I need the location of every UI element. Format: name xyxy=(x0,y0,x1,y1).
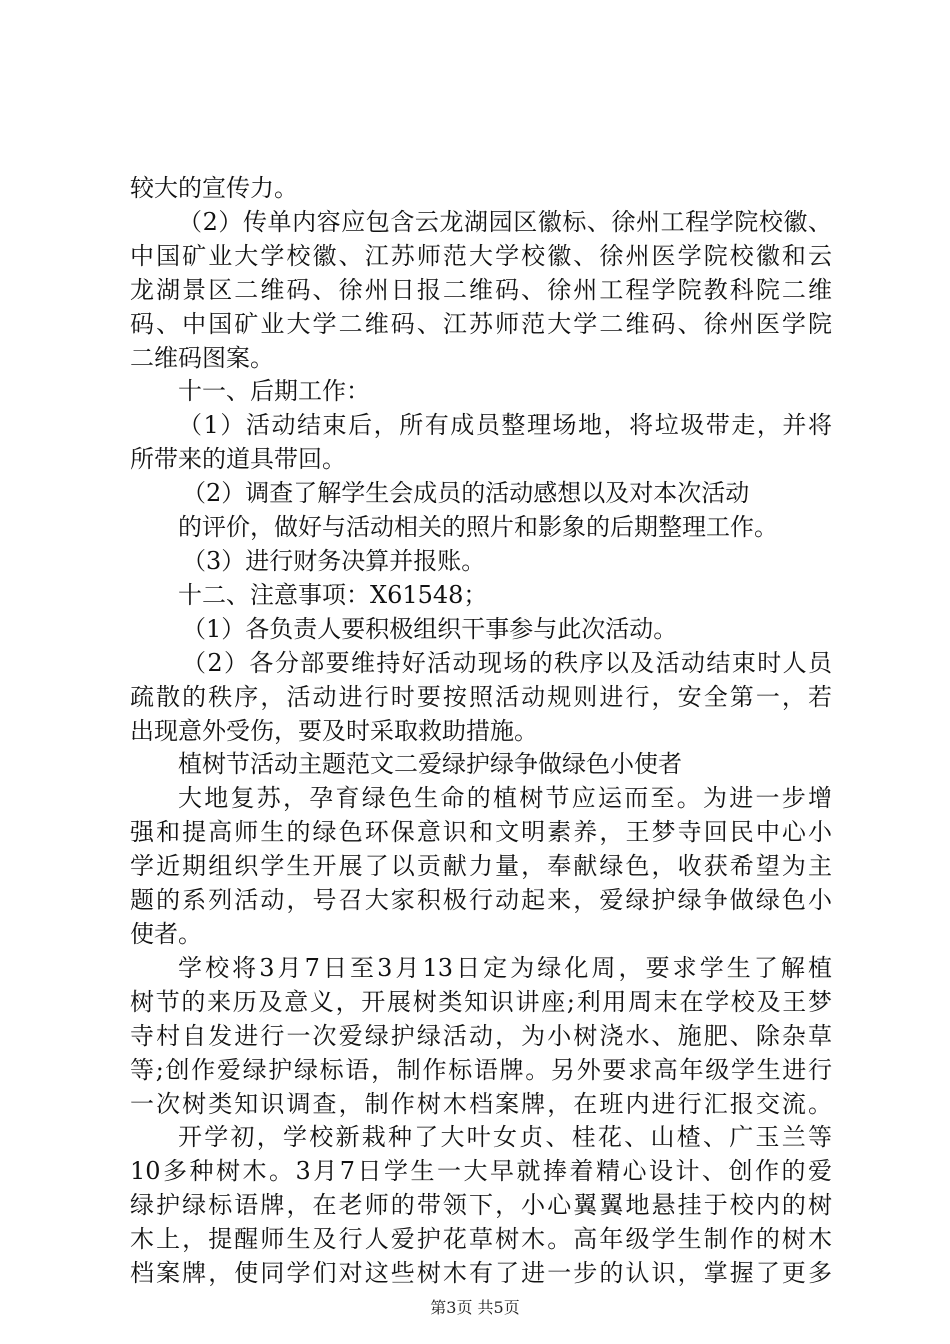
text-line: 树节的来历及意义，开展树类知识讲座;利用周末在学校及王梦 xyxy=(130,988,832,1016)
text-line: 龙湖景区二维码、徐州日报二维码、徐州工程学院教科院二维 xyxy=(130,276,832,304)
page-number-footer: 第3页 共5页 xyxy=(430,1298,520,1317)
text-line: 中国矿业大学校徽、江苏师范大学校徽、徐州医学院校徽和云 xyxy=(130,242,832,270)
text-line: 出现意外受伤，要及时采取救助措施。 xyxy=(130,717,538,745)
text-line: 的评价，做好与活动相关的照片和影象的后期整理工作。 xyxy=(178,513,778,541)
text-line: （2）各分部要维持好活动现场的秩序以及活动结束时人员 xyxy=(182,649,832,677)
text-line: 较大的宣传力。 xyxy=(130,174,298,202)
text-line: 题的系列活动，号召大家积极行动起来，爱绿护绿争做绿色小 xyxy=(130,886,832,914)
text-line: 大地复苏，孕育绿色生命的植树节应运而至。为进一步增 xyxy=(178,784,832,812)
text-line: 二维码图案。 xyxy=(130,344,274,372)
text-line: （1）各负责人要积极组织干事参与此次活动。 xyxy=(182,615,678,643)
text-line: 等;创作爱绿护绿标语，制作标语牌。另外要求高年级学生进行 xyxy=(130,1056,832,1084)
text-line: 木上，提醒师生及行人爱护花草树木。高年级学生制作的树木 xyxy=(130,1225,832,1253)
text-line: 开学初，学校新栽种了大叶女贞、桂花、山楂、广玉兰等 xyxy=(178,1123,832,1151)
text-line: 档案牌，使同学们对这些树木有了进一步的认识，掌握了更多 xyxy=(130,1259,832,1287)
text-line: 强和提高师生的绿色环保意识和文明素养，王梦寺回民中心小 xyxy=(130,818,832,846)
text-line: 10多种树木。3月7日学生一大早就捧着精心设计、创作的爱 xyxy=(130,1157,832,1185)
text-line: 学近期组织学生开展了以贡献力量，奉献绿色，收获希望为主 xyxy=(130,852,832,880)
text-line: 一次树类知识调查，制作树木档案牌，在班内进行汇报交流。 xyxy=(130,1090,832,1118)
text-line: 绿护绿标语牌，在老师的带领下，小心翼翼地悬挂于校内的树 xyxy=(130,1191,832,1219)
text-line: （1）活动结束后，所有成员整理场地，将垃圾带走，并将 xyxy=(178,411,832,439)
text-line: 寺村自发进行一次爱绿护绿活动，为小树浇水、施肥、除杂草 xyxy=(130,1022,832,1050)
text-line: （2）传单内容应包含云龙湖园区徽标、徐州工程学院校徽、 xyxy=(178,208,832,236)
text-line: （3）进行财务决算并报账。 xyxy=(182,547,486,575)
article-title: 植树节活动主题范文二爱绿护绿争做绿色小使者 xyxy=(178,750,682,778)
text-line: 所带来的道具带回。 xyxy=(130,445,346,473)
text-line: 使者。 xyxy=(130,920,202,948)
section-heading: 十二、注意事项：X61548； xyxy=(178,581,488,609)
text-line: 码、中国矿业大学二维码、江苏师范大学二维码、徐州医学院 xyxy=(130,310,832,338)
text-line: （2）调查了解学生会成员的活动感想以及对本次活动 xyxy=(182,479,750,507)
section-heading: 十一、后期工作： xyxy=(178,377,370,405)
text-line: 疏散的秩序，活动进行时要按照活动规则进行，安全第一，若 xyxy=(130,683,832,711)
text-line: 学校将3月7日至3月13日定为绿化周，要求学生了解植 xyxy=(178,954,832,982)
